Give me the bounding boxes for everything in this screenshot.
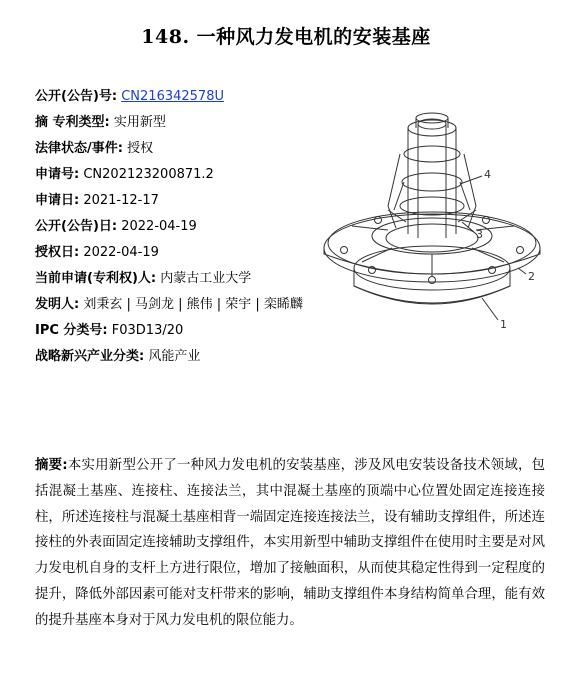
app-date-row [35, 190, 325, 212]
pub-no-row [35, 86, 325, 108]
industry-row [35, 346, 325, 368]
patent-drawing [322, 98, 558, 330]
assignee-label: 当前申请(专利权)人: [35, 271, 157, 286]
patent-type-label: 摘 专利类型: [35, 115, 110, 130]
grant-date-value: 2022-04-19 [83, 245, 159, 260]
pub-date-label: 公开(公告)日: [35, 219, 118, 234]
legal-status-row [35, 138, 325, 160]
app-no-row [35, 164, 325, 186]
assignee-row [35, 268, 325, 290]
patent-type-row [35, 112, 325, 134]
industry-value: 风能产业 [148, 349, 201, 364]
page-title: 148. 一种风力发电机的安装基座 [141, 26, 431, 48]
legal-status-value: 授权 [127, 141, 154, 156]
inventors-row [35, 294, 325, 316]
industry-label: 战略新兴产业分类: [35, 349, 145, 364]
legal-status-label: 法律状态/事件: [35, 141, 123, 156]
pub-no-label: 公开(公告)号: [35, 89, 118, 104]
app-no-label: 申请号: [35, 167, 80, 182]
abstract-label: 摘要: [35, 458, 68, 473]
figure-label-4: 4 [484, 168, 491, 181]
abstract-text: 本实用新型公开了一种风力发电机的安装基座，涉及风电安装设备技术领域，包括混凝土基座、连接柱、连接法兰，其中混凝土基座的顶端中心位置处固定连接连接柱，所述连接柱与混凝土基座相背一端固定连接连接法兰，设有辅助支撑组件，所述连接柱的外表面固定连接辅助支撑组件，本实用新型中辅助支撑组件在使用时主要是对风力发电机自身的支杆上方进行限位，增加了接触面积，从而使其稳定性得到一定程度的提升，降低外部因素可能对支杆带来的影响，辅助支撑组件本身结构简单合理，能有效的提升基座本身对于风力发电机的限位能力。 [35, 458, 546, 628]
patent-drawing-svg [322, 98, 558, 330]
pub-date-row [35, 216, 325, 238]
ipc-row [35, 320, 325, 342]
inventors-label: 发明人: [35, 297, 80, 312]
patent-type-value: 实用新型 [113, 115, 166, 130]
ipc-value: F03D13/20 [111, 323, 184, 338]
figure-label-3: 3 [476, 228, 483, 241]
assignee-value: 内蒙古工业大学 [160, 271, 252, 286]
grant-date-label: 授权日: [35, 245, 80, 260]
grant-date-row [35, 242, 325, 264]
pub-no-link[interactable]: CN216342578U [121, 89, 224, 104]
pub-date-value: 2022-04-19 [121, 219, 197, 234]
patent-metadata [35, 86, 325, 372]
figure-label-1: 1 [500, 318, 507, 330]
app-no-value: CN202123200871.2 [83, 167, 214, 182]
inventors-value: 刘秉玄 | 马剑龙 | 熊伟 | 荣宇 | 栾睎麟 [83, 297, 303, 312]
ipc-label: IPC 分类号: [35, 323, 108, 338]
app-date-label: 申请日: [35, 193, 80, 208]
app-date-value: 2021-12-17 [83, 193, 159, 208]
abstract [35, 453, 545, 634]
figure-label-2: 2 [528, 270, 535, 283]
